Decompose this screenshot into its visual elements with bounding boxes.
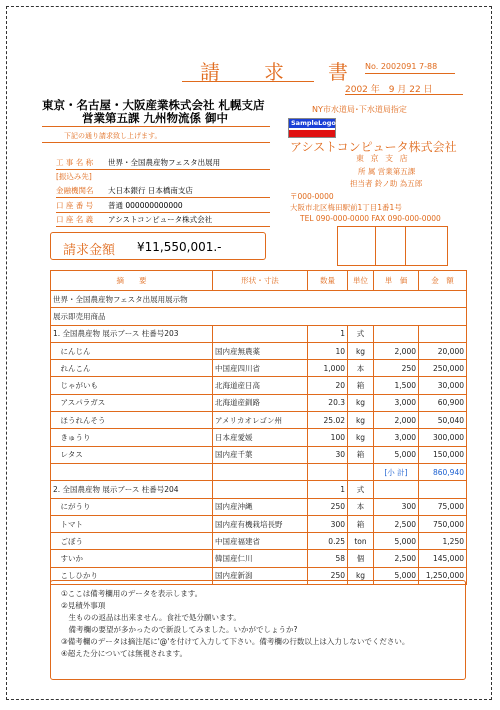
table-row xyxy=(51,360,467,377)
customer-name-line1: 東京・名古屋・大阪産業株式会社 札幌支店 xyxy=(42,98,265,112)
table-row xyxy=(51,394,467,411)
cell-spec: 国内産新潟 xyxy=(213,567,308,584)
info-value: 世界・全国農産物フェスタ出展用 xyxy=(108,158,221,167)
cell-unit-price: 3,000 xyxy=(374,429,419,446)
cell-amount xyxy=(419,325,467,342)
remark-line: 生ものの返品は出来ません。食社で処分願います。 xyxy=(61,613,241,622)
cell-description: 1. 全国農産物 展示ブース 柱番号203 xyxy=(51,325,213,342)
cell-description: すいか xyxy=(51,550,213,567)
header-unit-price: 単 価 xyxy=(374,271,419,291)
cell-description xyxy=(51,463,213,480)
info-label: 金融機関名 xyxy=(56,186,94,195)
remark-line: 備考欄の要望が多かったので新設してみました。いかがでしょうか? xyxy=(61,625,298,634)
table-row xyxy=(51,342,467,359)
cell-description: にんじん xyxy=(51,342,213,359)
cell-spec: 国内産千葉 xyxy=(213,446,308,463)
cell-unit: kg xyxy=(348,412,374,429)
table-row xyxy=(51,481,467,498)
cell-description: 2. 全国農産物 展示ブース 柱番号204 xyxy=(51,481,213,498)
cell-unit: 本 xyxy=(348,360,374,377)
cell-quantity: 58 xyxy=(308,550,348,567)
cell-spec: 中国産福建省 xyxy=(213,533,308,550)
cell-unit-price: 2,500 xyxy=(374,550,419,567)
note-underline xyxy=(42,142,270,143)
document-title: 請 求 書 xyxy=(200,60,360,84)
table-row xyxy=(51,463,467,480)
cell-unit: kg xyxy=(348,394,374,411)
table-row xyxy=(51,412,467,429)
cell-description: ごぼう xyxy=(51,533,213,550)
info-label: 口 座 名 義 xyxy=(56,215,94,224)
cell-spec xyxy=(213,463,308,480)
sender-department: 所 属 営業第五課 xyxy=(358,167,416,176)
stamp-divider xyxy=(375,226,406,266)
header-quantity: 数量 xyxy=(308,271,348,291)
date-underline xyxy=(345,94,463,95)
cell-unit: 本 xyxy=(348,498,374,515)
table-row xyxy=(51,325,467,342)
cell-quantity: 300 xyxy=(308,515,348,532)
table-row xyxy=(51,446,467,463)
cell-description: にがうり xyxy=(51,498,213,515)
cell-amount: 1,250 xyxy=(419,533,467,550)
cell-amount: 50,040 xyxy=(419,412,467,429)
logo-text: SampleLogo xyxy=(291,119,336,127)
cell-description: じゃがいも xyxy=(51,377,213,394)
cell-quantity: 30 xyxy=(308,446,348,463)
header-amount: 金 額 xyxy=(419,271,467,291)
header-spec: 形状・寸法 xyxy=(213,271,308,291)
info-value: 大日本銀行 日本橋南支店 xyxy=(108,186,193,195)
cell-quantity xyxy=(308,463,348,480)
cell-unit-price: 5,000 xyxy=(374,446,419,463)
cell-spec: 北海道産釧路 xyxy=(213,394,308,411)
cell-unit-price: [小 計] xyxy=(374,463,419,480)
cell-unit-price: 300 xyxy=(374,498,419,515)
cell-quantity: 25.02 xyxy=(308,412,348,429)
docno-underline xyxy=(365,73,455,74)
remark-line: ②見積外事項 xyxy=(61,601,106,610)
cell-unit-price: 2,000 xyxy=(374,342,419,359)
cell-quantity: 1 xyxy=(308,481,348,498)
info-row-transfer xyxy=(56,170,270,183)
cell-description: こしひかり xyxy=(51,567,213,584)
invoice-note: 下記の通り請求致し上げます。 xyxy=(64,132,162,140)
designation-text: NY市水道局･下水道局指定 xyxy=(312,105,407,114)
cell-unit-price: 3,000 xyxy=(374,394,419,411)
sender-tel: TEL 090-000-0000 FAX 090-000-0000 xyxy=(300,214,441,223)
cell-unit xyxy=(348,463,374,480)
header-unit: 単位 xyxy=(348,271,374,291)
document-number: No. 2002091 7-88 xyxy=(365,62,438,71)
cell-unit-price: 5,000 xyxy=(374,533,419,550)
cell-unit-price: 1,500 xyxy=(374,377,419,394)
remark-line: ④超えた分については無視されます。 xyxy=(61,649,187,658)
table-row xyxy=(51,515,467,532)
cell-amount xyxy=(419,481,467,498)
cell-description: ほうれんそう xyxy=(51,412,213,429)
cell-unit: kg xyxy=(348,429,374,446)
cell-spec: 中国産四川省 xyxy=(213,360,308,377)
customer-underline xyxy=(42,126,270,127)
cell-quantity: 100 xyxy=(308,429,348,446)
cell-quantity: 20 xyxy=(308,377,348,394)
cell-description: 世界・全国農産物フェスタ出展用展示物 xyxy=(51,291,467,308)
cell-spec: 日本産愛媛 xyxy=(213,429,308,446)
remarks-box xyxy=(50,580,466,680)
invoice-items-table xyxy=(50,270,467,585)
cell-unit: 箱 xyxy=(348,446,374,463)
billing-amount-box xyxy=(50,232,266,260)
cell-description: 展示即売用商品 xyxy=(51,308,467,325)
table-row xyxy=(51,291,467,308)
sender-person: 担当者 鈴ノ助 為五郎 xyxy=(350,179,423,188)
cell-unit: 式 xyxy=(348,481,374,498)
cell-unit: 個 xyxy=(348,550,374,567)
sender-postal: 〒000-0000 xyxy=(290,192,334,201)
cell-spec xyxy=(213,325,308,342)
cell-amount: 750,000 xyxy=(419,515,467,532)
cell-amount: 1,250,000 xyxy=(419,567,467,584)
sender-branch: 東 京 支 店 xyxy=(356,154,410,163)
sender-address: 大阪市北区梅田駅前1丁目1番1号 xyxy=(290,203,402,212)
billing-amount-value: ¥11,550,001.- xyxy=(137,240,222,254)
info-row-account-number xyxy=(56,199,270,213)
table-row xyxy=(51,308,467,325)
info-label: 口 座 番 号 xyxy=(56,201,94,210)
sender-company: アシストコンピュータ株式会社 xyxy=(290,140,457,154)
cell-amount: 150,000 xyxy=(419,446,467,463)
cell-quantity: 10 xyxy=(308,342,348,359)
cell-unit: 式 xyxy=(348,325,374,342)
table-row xyxy=(51,498,467,515)
logo-red-band xyxy=(289,130,335,137)
cell-description: アスパラガス xyxy=(51,394,213,411)
company-logo xyxy=(288,118,336,138)
billing-amount-label: 請求金額 xyxy=(63,243,116,258)
info-label: 工 事 名 称 xyxy=(56,158,94,167)
title-underline xyxy=(182,81,314,82)
info-row-project xyxy=(56,156,270,170)
table-body xyxy=(51,291,467,585)
info-row-bank xyxy=(56,184,270,198)
cell-unit-price: 250 xyxy=(374,360,419,377)
cell-spec: 国内産有機栽培長野 xyxy=(213,515,308,532)
cell-spec: アメリカオレゴン州 xyxy=(213,412,308,429)
cell-unit: ton xyxy=(348,533,374,550)
cell-amount: 145,000 xyxy=(419,550,467,567)
cell-spec: 韓国産仁川 xyxy=(213,550,308,567)
cell-description: トマト xyxy=(51,515,213,532)
cell-unit: kg xyxy=(348,567,374,584)
info-row-account-name xyxy=(56,213,270,227)
cell-amount: 20,000 xyxy=(419,342,467,359)
cell-description: きゅうり xyxy=(51,429,213,446)
cell-description: レタス xyxy=(51,446,213,463)
cell-spec xyxy=(213,481,308,498)
cell-spec: 国内産沖縄 xyxy=(213,498,308,515)
info-value: 普通 000000000000 xyxy=(108,201,183,210)
header-description: 摘 要 xyxy=(51,271,213,291)
cell-unit-price: 2,000 xyxy=(374,412,419,429)
remark-line: ①ここは備考欄用のデータを表示します。 xyxy=(61,589,203,598)
cell-amount: 860,940 xyxy=(419,463,467,480)
cell-quantity: 20.3 xyxy=(308,394,348,411)
cell-unit-price: 5,000 xyxy=(374,567,419,584)
cell-quantity: 0.25 xyxy=(308,533,348,550)
cell-quantity: 1,000 xyxy=(308,360,348,377)
cell-quantity: 250 xyxy=(308,567,348,584)
cell-amount: 75,000 xyxy=(419,498,467,515)
cell-spec: 北海道産日高 xyxy=(213,377,308,394)
cell-quantity: 1 xyxy=(308,325,348,342)
customer-name-line2: 営業第五課 九州物流係 御中 xyxy=(82,111,229,125)
remark-line: ③備考欄のデータは摘注尾に'@'を付けて入力して下さい。備考欄の行数以上は入力しないでください。 xyxy=(61,637,410,646)
cell-amount: 60,900 xyxy=(419,394,467,411)
info-label: [振込み先] xyxy=(56,172,92,181)
cell-unit: 箱 xyxy=(348,515,374,532)
cell-description: れんこん xyxy=(51,360,213,377)
table-row xyxy=(51,377,467,394)
cell-amount: 30,000 xyxy=(419,377,467,394)
table-row xyxy=(51,429,467,446)
table-header-row xyxy=(51,271,467,291)
table-row xyxy=(51,550,467,567)
cell-unit-price xyxy=(374,481,419,498)
cell-unit: 箱 xyxy=(348,377,374,394)
info-value: アシストコンピュータ株式会社 xyxy=(108,215,213,224)
document-date: 2002 年 9 月 22 日 xyxy=(345,85,433,95)
table-row xyxy=(51,533,467,550)
cell-unit: kg xyxy=(348,342,374,359)
cell-unit-price: 2,500 xyxy=(374,515,419,532)
cell-unit-price xyxy=(374,325,419,342)
cell-amount: 250,000 xyxy=(419,360,467,377)
cell-amount: 300,000 xyxy=(419,429,467,446)
cell-spec: 国内産無農薬 xyxy=(213,342,308,359)
cell-quantity: 250 xyxy=(308,498,348,515)
